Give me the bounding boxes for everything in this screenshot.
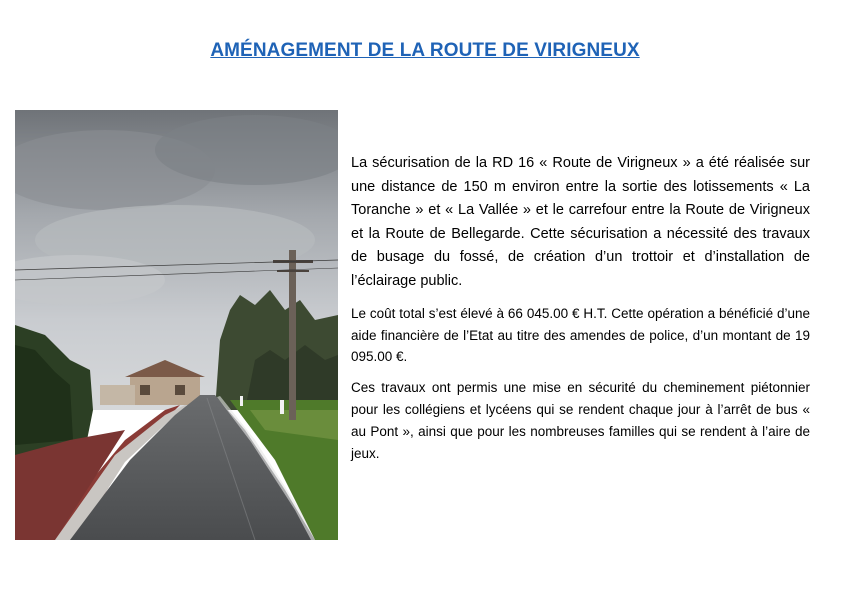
- road-photo: [15, 110, 338, 540]
- page-title: AMÉNAGEMENT DE LA ROUTE DE VIRIGNEUX: [210, 40, 640, 61]
- paragraph-benefits: Ces travaux ont permis une mise en sécurité du cheminement piétonnier pour les collégiens et lycéens qui se rendent chaque jour à l’arrêt de bus « au Pont », ainsi que pour les nombreuses familles qui se rendent à l’aire de jeux.: [351, 379, 810, 461]
- paragraph-intro: La sécurisation de la RD 16 « Route de Virigneux » a été réalisée sur une distance de 150 m environ entre la sortie des lotissements « La Toranche » et « La Vallée » et le carrefour entre la Route de Virigneux et la Route de Bellegarde. Cette sécurisation a nécessité des travaux de busage du fossé, de création d’un trottoir et d’installation de l’éclairage public.: [351, 155, 810, 289]
- article-body: [351, 152, 810, 474]
- paragraph-cost: Le coût total s’est élevé à 66 045.00 € H.T. Cette opération a bénéficié d’une aide financière de l’Etat au titre des amendes de police, d’un montant de 19 095.00 €.: [351, 306, 810, 364]
